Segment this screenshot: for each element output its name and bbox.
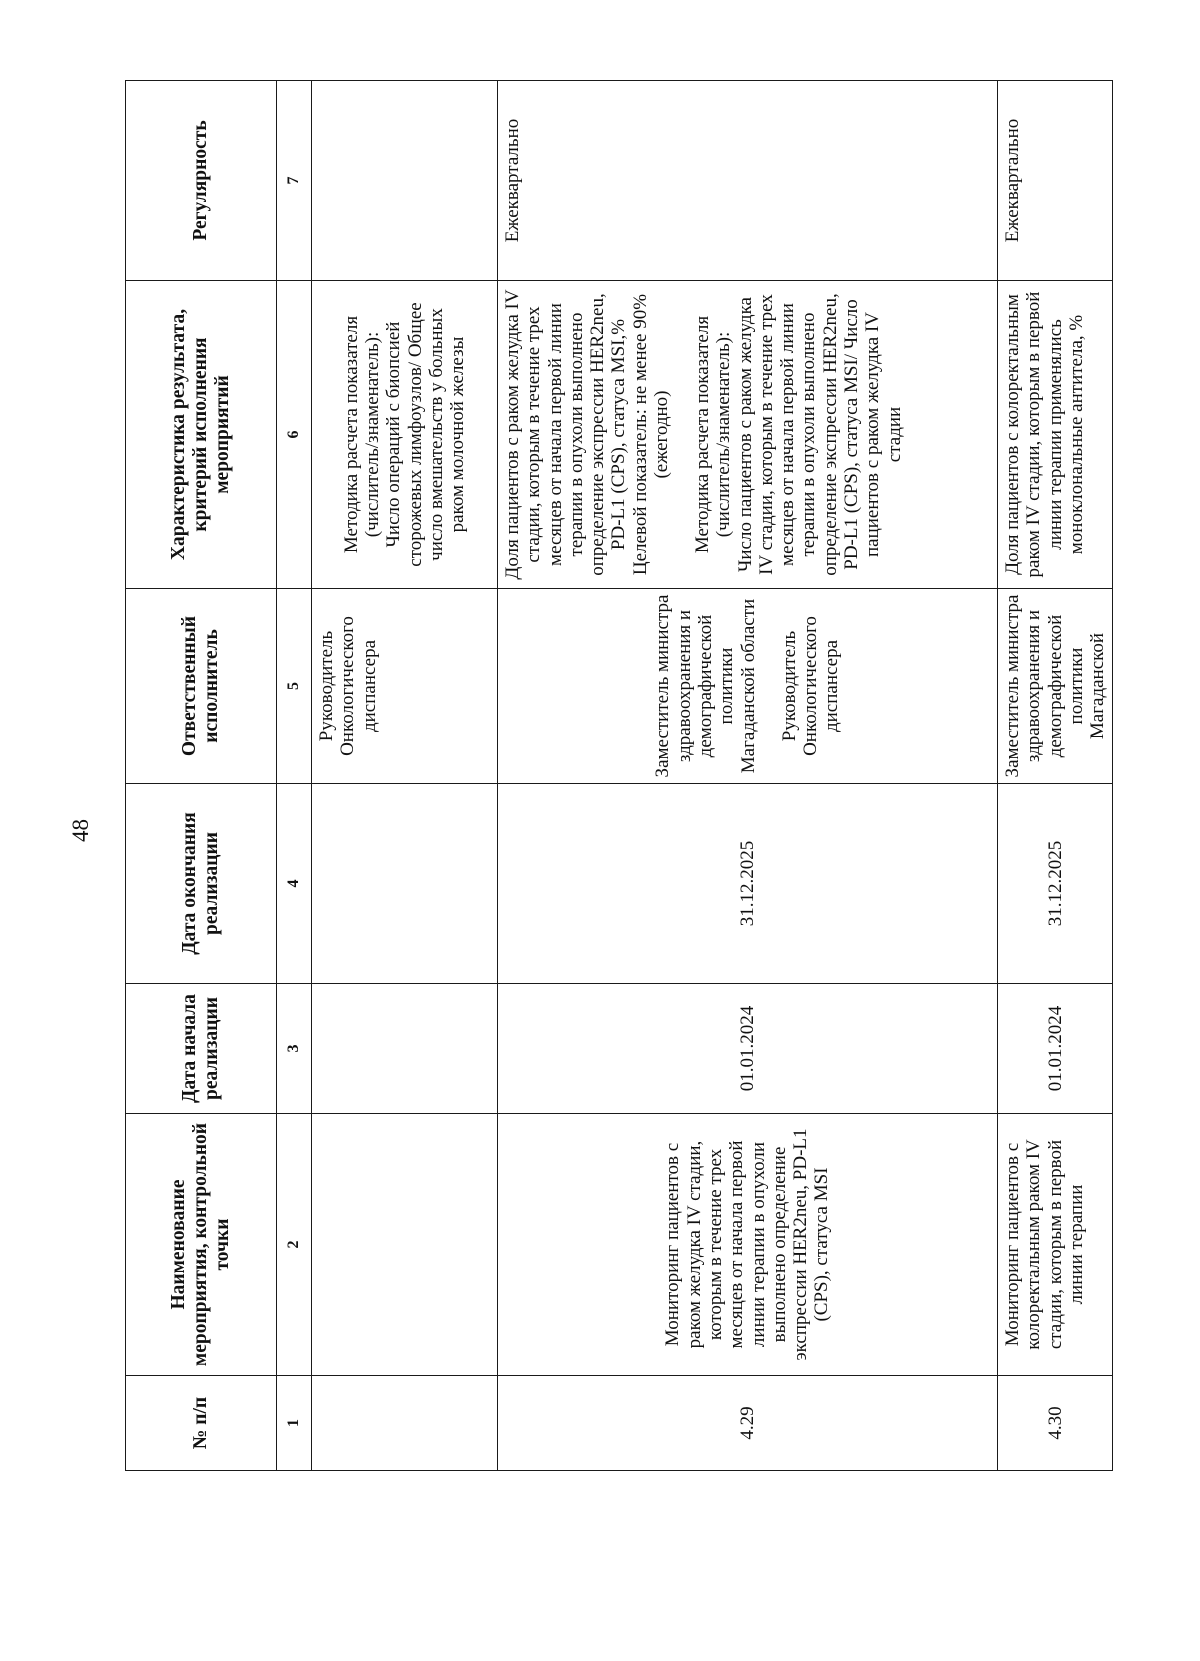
cell-regularity: Ежеквартально	[998, 81, 1113, 281]
cell-regularity	[312, 81, 498, 281]
responsible-deputy-minister: Заместитель министра здравоохранения и демографической политики Магаданской области	[652, 594, 759, 778]
cell-responsible	[498, 589, 998, 784]
table-row-continuation	[312, 81, 498, 1471]
cell-name: Мониторинг пациентов с раком желудка IV стадии, которым в течение трех месяцев от начала первой линии терапии в опухоли выполнено определение экспрессии HER2neu, PD-L1 (CPS), статуса MSI	[498, 1114, 998, 1376]
table-row-4-30	[998, 81, 1113, 1471]
header-regularity: Регулярность	[126, 81, 277, 281]
characteristic-method-label: Методика расчета показателя (числитель/знаменатель):	[692, 315, 735, 554]
header-start: Дата начала реализации	[126, 984, 277, 1114]
cell-start: 01.01.2024	[998, 984, 1113, 1114]
header-responsible: Ответственный исполнитель	[126, 589, 277, 784]
header-num: № п/п	[126, 1376, 277, 1471]
cell-end: 31.12.2025	[998, 784, 1113, 984]
characteristic-method-formula: Число пациентов с раком желудка IV стадии, которым в течение трех месяцев от начала первой линии терапии в опухоли выполнено определение экспрессии HER2neu, PD-L1 (CPS), статуса MSI/ Число пациентов с раком желудка IV стадии	[734, 293, 905, 576]
cell-name	[312, 1114, 498, 1376]
cell-characteristic: Доля пациентов с колоректальным раком IV стадии, которым в первой линии терапии применялись моноклональные антитела, %	[998, 281, 1113, 589]
cell-responsible: Заместитель министра здравоохранения и демографической политики Магаданской	[998, 589, 1113, 784]
header-row	[126, 81, 277, 1471]
column-number: 3	[277, 984, 312, 1114]
column-number: 5	[277, 589, 312, 784]
column-number: 7	[277, 81, 312, 281]
column-number: 2	[277, 1114, 312, 1376]
cell-num: 4.29	[498, 1376, 998, 1471]
measures-table	[125, 80, 1113, 1471]
responsible-text: Руководитель Онкологического диспансера	[316, 616, 380, 756]
cell-start	[312, 984, 498, 1114]
cell-end	[312, 784, 498, 984]
cell-end: 31.12.2025	[498, 784, 998, 984]
cell-start: 01.01.2024	[498, 984, 998, 1114]
column-number-row	[277, 81, 312, 1471]
cell-characteristic	[312, 281, 498, 589]
header-characteristic: Характеристика результата, критерий исполнения мероприятий	[126, 281, 277, 589]
responsible-dispensary-head: Руководитель Онкологического диспансера	[778, 616, 843, 756]
header-name: Наименование мероприятия, контрольной точки	[126, 1114, 277, 1376]
column-number: 1	[277, 1376, 312, 1471]
cell-num	[312, 1376, 498, 1471]
cell-num: 4.30	[998, 1376, 1113, 1471]
characteristic-share: Доля пациентов с раком желудка IV стадии, которым в течение трех месяцев от начала первой линии терапии в опухоли выполнено определение экспрессии HER2neu, PD-L1 (CPS), статуса MSI,%	[502, 289, 630, 580]
table-row-4-29	[498, 81, 998, 1471]
page-number: 48	[68, 819, 93, 842]
characteristic-target: Целевой показатель: не менее 90% (ежегодно)	[629, 293, 672, 576]
characteristic-method-formula: Число операций с биопсией сторожевых лимфоузлов/ Общее число вмешательств у больных раком молочной железы	[383, 302, 469, 567]
column-number: 6	[277, 281, 312, 589]
characteristic-method-label: Методика расчета показателя (числитель/знаменатель):	[340, 315, 383, 554]
cell-responsible	[312, 589, 498, 784]
column-number: 4	[277, 784, 312, 984]
cell-name: Мониторинг пациентов с колоректальным раком IV стадии, которым в первой линии терапии	[998, 1114, 1113, 1376]
header-end: Дата окончания реализации	[126, 784, 277, 984]
cell-regularity: Ежеквартально	[498, 81, 998, 281]
cell-characteristic	[498, 281, 998, 589]
